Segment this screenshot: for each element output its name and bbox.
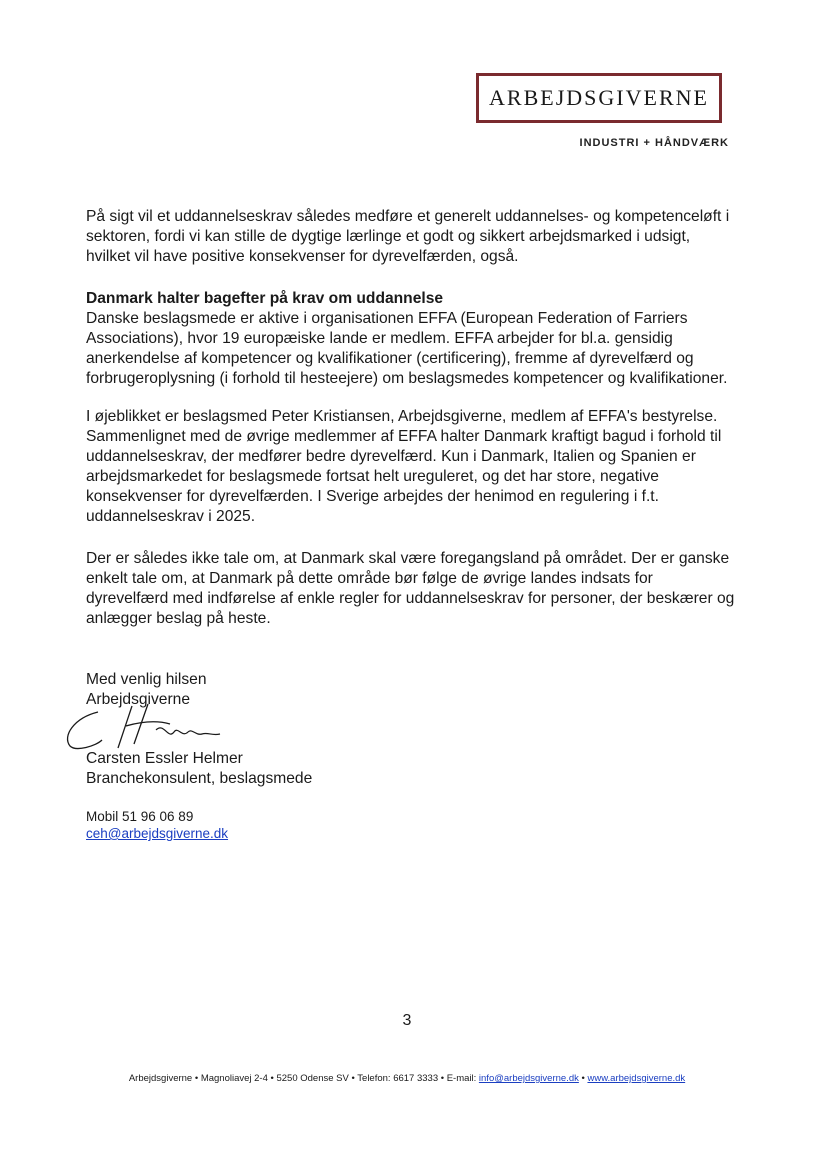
paragraph-3: I øjeblikket er beslagsmed Peter Kristiansen, Arbejdsgiverne, medlem af EFFA's bestyrelse. Sammenlignet med de øvrige medlemmer af EFFA halter Danmark kraftigt bagud i forhold til uddannelseskrav, der medfører bedre dyrevelfærd. Kun i Danmark, Italien og Spanien er arbejdsmarkedet for beslagsmede fortsat helt ureguleret, og det har store, negative konsekvenser for dyrevelfærden. I Sverige arbejdes der henimod en regulering i f.t. uddannelseskrav i 2025.: [86, 408, 722, 525]
footer-website-link[interactable]: www.arbejdsgiverne.dk: [587, 1073, 686, 1084]
contact-block: [86, 808, 228, 842]
signer-title: Branchekonsulent, beslagsmede: [86, 770, 313, 787]
company-logo: [476, 73, 722, 123]
greeting: Med venlig hilsen: [86, 671, 207, 688]
page-number: 3: [402, 1012, 412, 1029]
logo-text: ARBEJDSGIVERNE: [489, 85, 709, 110]
footer-separator: •: [578, 1073, 588, 1084]
paragraph-2: Danmark halter bagefter på krav om uddannelse Danske beslagsmede er aktive i organisationen EFFA (European Federation of Farriers Associations), hvor 19 europæiske lande er medlem. EFFA arbejder for bl.a. gensidig anerkendelse af kompetencer og kvalifikationer (certificering), fremme af dyrevelfærd og forbrugeroplysning (i forhold til hesteejere) om beslagsmedes kompetencer og kvalifikationer.: [86, 289, 736, 389]
mobile-number: Mobil 51 96 06 89: [86, 809, 194, 824]
page-footer: [0, 1073, 814, 1084]
logo-subtitle: INDUSTRI + HÅNDVÆRK: [579, 137, 729, 149]
signer-name: Carsten Essler Helmer: [86, 750, 243, 767]
signer-block: [86, 749, 312, 789]
footer-address: Arbejdsgiverne • Magnoliavej 2-4 • 5250 Odense SV • Telefon: 6617 3333 • E-mail:: [128, 1073, 479, 1084]
paragraph-4: Der er således ikke tale om, at Danmark skal være foregangsland på området. Der er ganske enkelt tale om, at Danmark på dette område bør følge de øvrige landes indsats for dyrevelfærd med indførelse af enkle regler for uddannelseskrav for personer, der beskærer og anlægger beslag på heste.: [86, 550, 735, 627]
paragraph-1: På sigt vil et uddannelseskrav således medføre et generelt uddannelses- og kompetenceløft i sektoren, fordi vi kan stille de dygtige lærlinge et godt og sikkert arbejdsmarked i udsigt, hvilket vil have positive konsekvenser for dyrevelfærden, også.: [86, 208, 730, 265]
footer-email-link[interactable]: info@arbejdsgiverne.dk: [478, 1073, 579, 1084]
closing-organization: Arbejdsgiverne: [86, 691, 191, 708]
section-heading: Danmark halter bagefter på krav om uddannelse: [86, 290, 444, 307]
email-link[interactable]: ceh@arbejdsgiverne.dk: [86, 826, 229, 841]
